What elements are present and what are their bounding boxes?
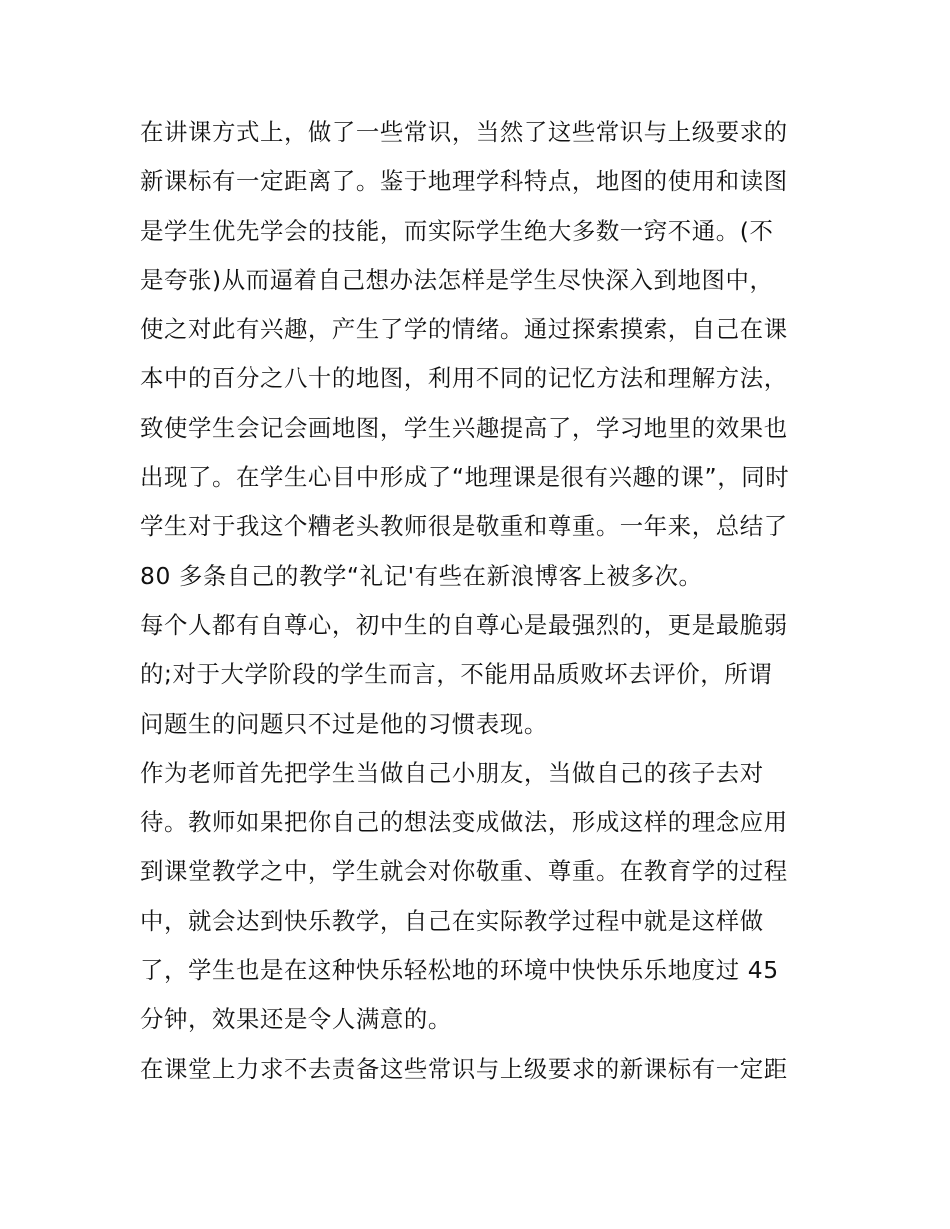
text-line: 在讲课方式上，做了一些常识，当然了这些常识与上级要求的 xyxy=(140,118,788,146)
text-line: 分钟，效果还是令人满意的。 xyxy=(140,1005,452,1034)
text-line: 在课堂上力求不去责备这些常识与上级要求的新课标有一定距 xyxy=(140,1054,788,1083)
text-line: 80 多条自己的教学“礼记'有些在新浪博客上被多次。 xyxy=(140,561,703,590)
text-line: 是夸张)从而逼着自己想办法怎样是学生尽快深入到地图中， xyxy=(140,265,774,294)
text-line: 本中的百分之八十的地图，利用不同的记忆方法和理解方法， xyxy=(140,364,788,393)
text-line: 中，就会达到快乐教学，自己在实际教学过程中就是这样做 xyxy=(140,906,764,935)
text-line: 了，学生也是在这种快乐轻松地的环境中快快乐乐地度过 45 xyxy=(140,956,779,985)
text-line: 待。教师如果把你自己的想法变成做法，形成这样的理念应用 xyxy=(140,808,788,837)
text-line: 的;对于大学阶段的学生而言，不能用品质败坏去评价，所谓 xyxy=(140,660,773,689)
text-line: 致使学生会记会画地图，学生兴趣提高了，学习地里的效果也 xyxy=(140,413,788,442)
text-line: 出现了。在学生心目中形成了“地理课是很有兴趣的课”，同时 xyxy=(140,463,790,492)
text-line: 每个人都有自尊心，初中生的自尊心是最强烈的，更是最脆弱 xyxy=(140,610,788,639)
text-line: 使之对此有兴趣，产生了学的情绪。通过探索摸索，自己在课 xyxy=(140,315,788,344)
text-line: 作为老师首先把学生当做自己小朋友，当做自己的孩子去对 xyxy=(140,758,764,787)
text-line: 到课堂教学之中，学生就会对你敬重、尊重。在教育学的过程 xyxy=(140,857,788,886)
text-line: 是学生优先学会的技能，而实际学生绝大多数一窍不通。(不 xyxy=(140,216,774,245)
text-line: 学生对于我这个糟老头教师很是敬重和尊重。一年来，总结了 xyxy=(140,512,788,541)
text-line: 新课标有一定距离了。鉴于地理学科特点，地图的使用和读图 xyxy=(140,167,788,196)
text-line: 问题生的问题只不过是他的习惯表现。 xyxy=(140,709,548,738)
body-text xyxy=(140,108,820,1094)
